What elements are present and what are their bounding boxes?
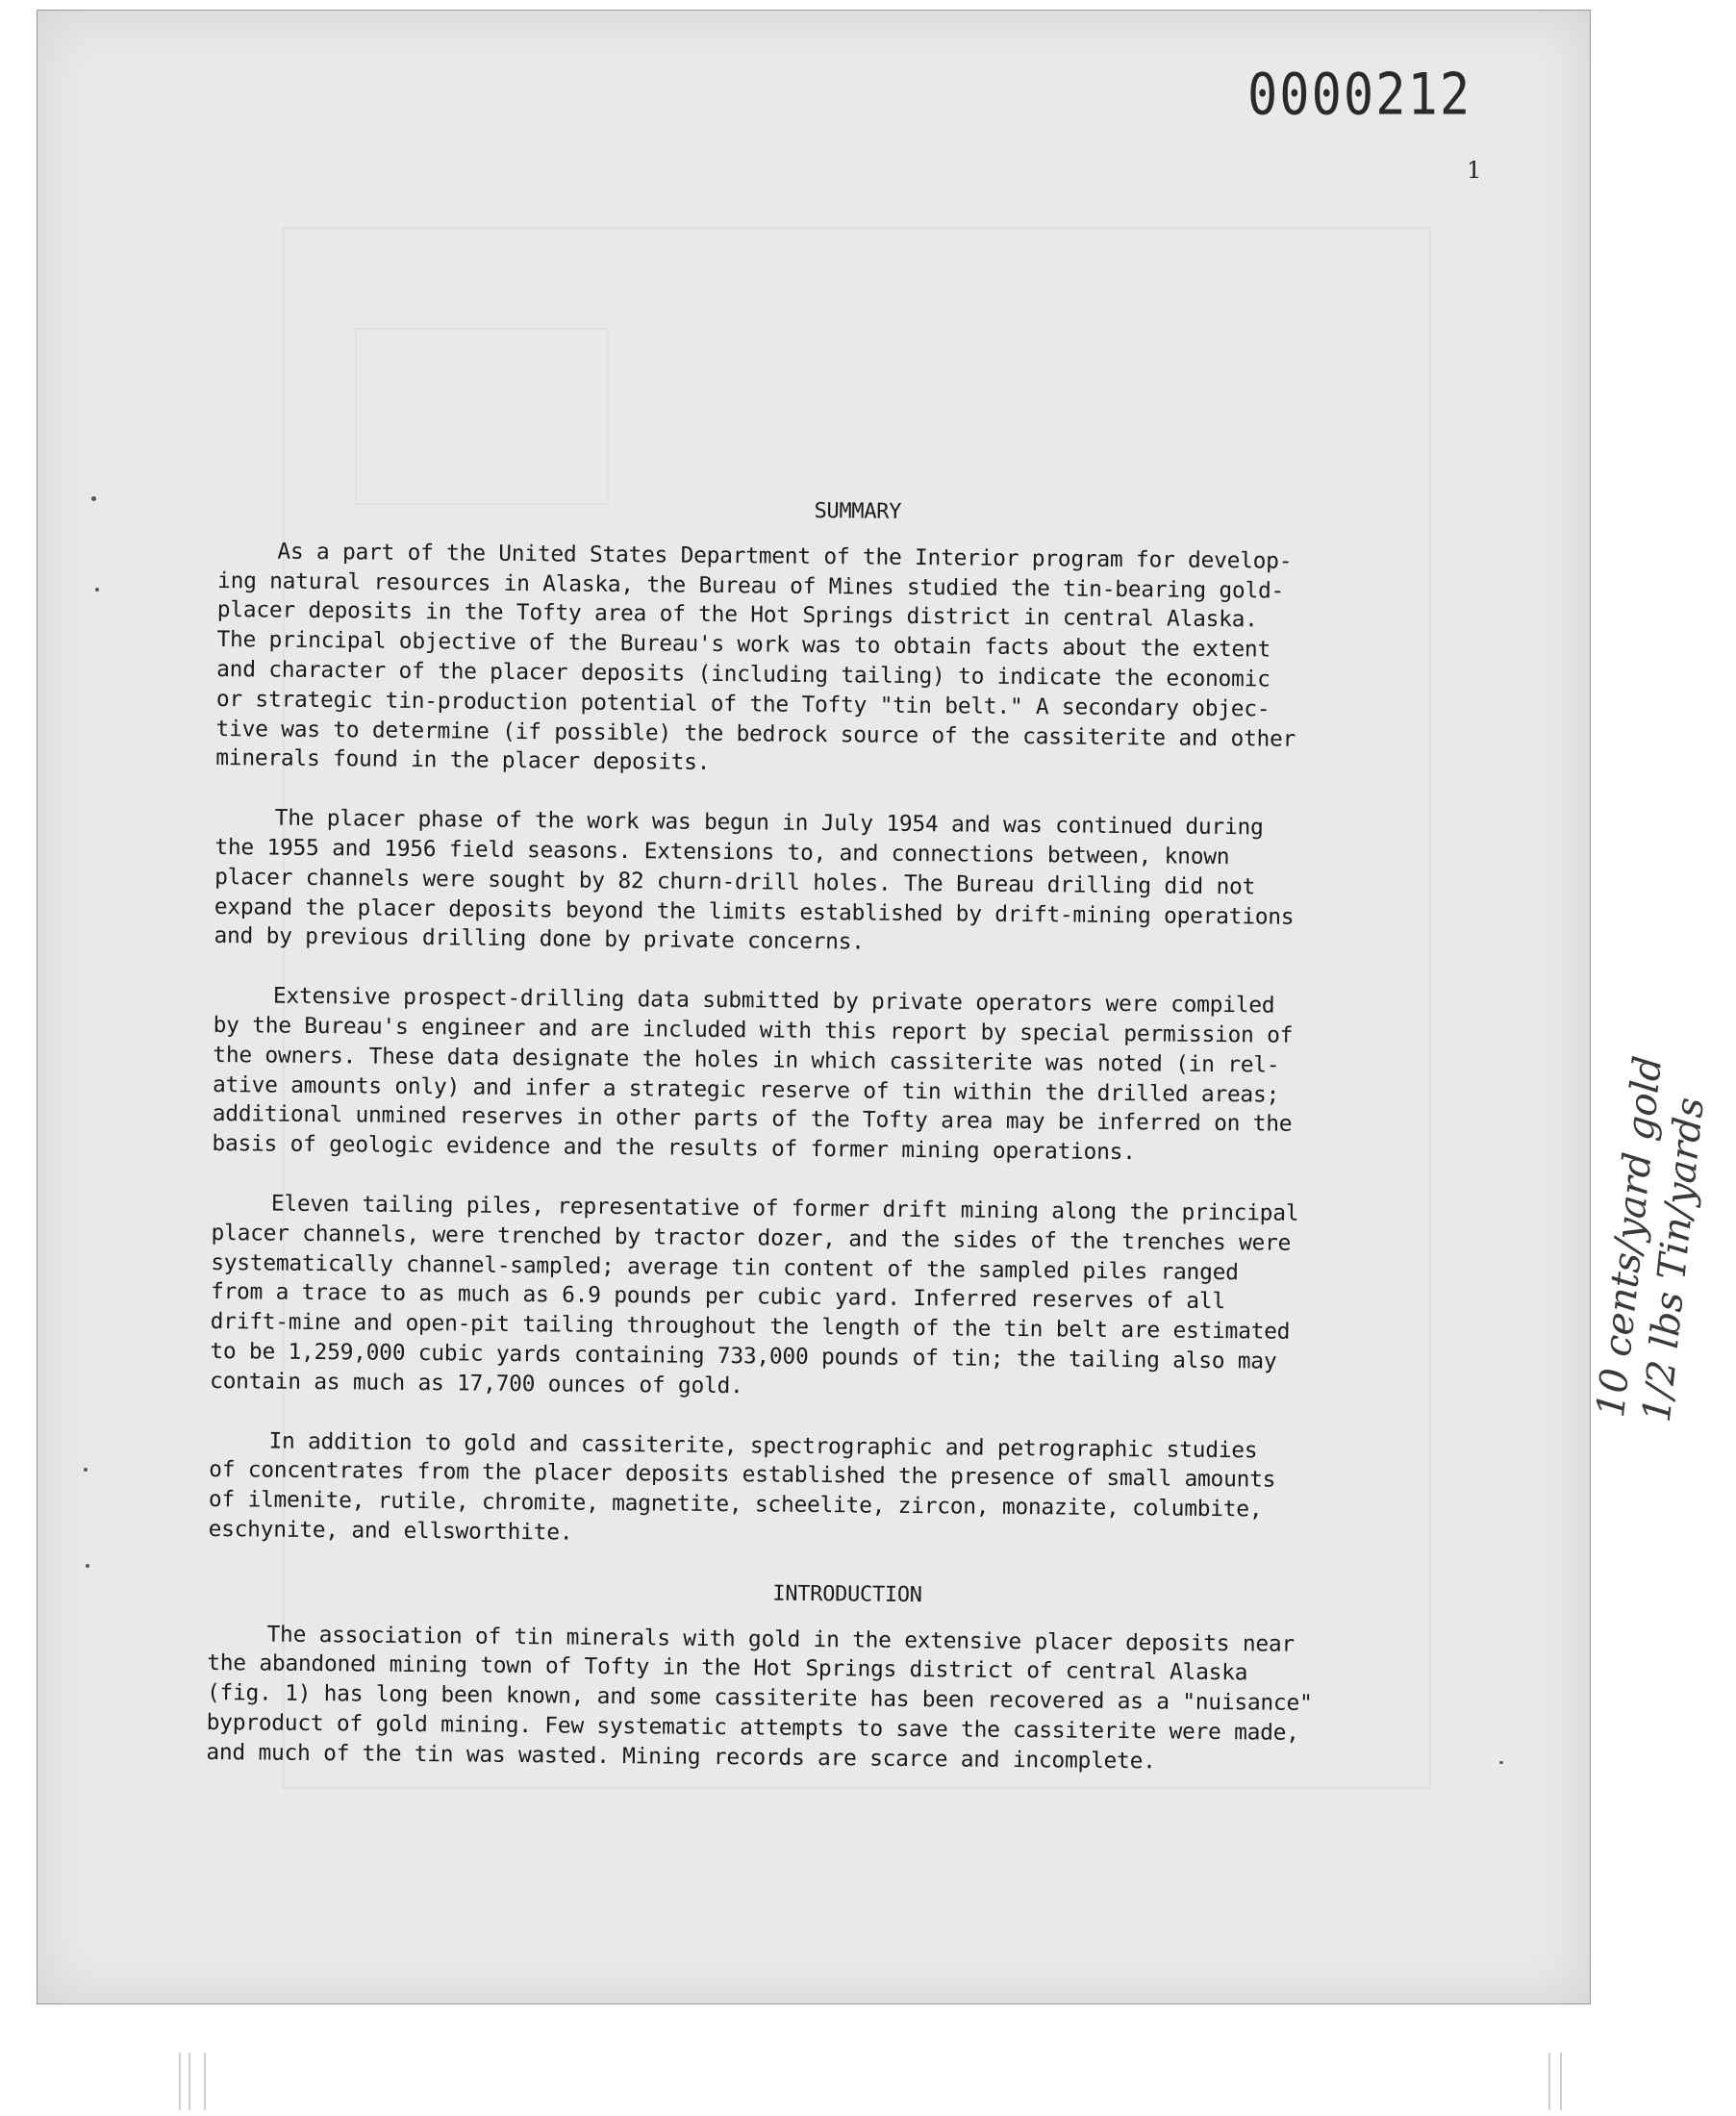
scan-artifact [1560, 2053, 1562, 2110]
dust-speck [95, 588, 99, 592]
summary-paragraph: Extensive prospect-drilling data submitted by private operators were compiled by the Bureau's engineer and are included with this report by special permission of the owners. These data designate the holes in which cassiterite was noted (in rel- ative amounts only) and infer a strategic reserve of tin within the drilled areas; additional unmined reserves in other parts of the Tofty area may be inferred on the basis of geologic evidence and the results of former mining operations. [212, 983, 1294, 1166]
document-number: 0000212 [1247, 62, 1472, 129]
dust-speck [86, 1564, 89, 1568]
summary-paragraph: Eleven tailing piles, representative of former drift mining along the principal placer channels, were trenched by tractor dozer, and the sides of the trenches were systematically channel-sampled; average tin content of the sampled piles ranged from a trace to as much as 6.9 pounds per cubic yard. Inferred reserves of all drift-mine and open-pit tailing throughout the length of the tin belt are estimated to be 1,259,000 cubic yards containing 733,000 pounds of tin; the tailing also may contain as much as 17,700 ounces of gold. [209, 1191, 1299, 1398]
page-number: 1 [1467, 157, 1482, 184]
summary-paragraph: The placer phase of the work was begun in July 1954 and was continued during the 1955 and 1956 field seasons. Extensions to, and connections between, known placer channels were sought by 82 churn-drill holes. The Bureau drilling did not expand the placer deposits beyond the limits established by drift-mining operations and by previous drilling done by private concerns. [214, 805, 1295, 955]
report-body [206, 491, 1497, 1809]
scan-artifact [1548, 2053, 1550, 2110]
bleed-through-inner-outline [355, 328, 609, 505]
dust-speck [1499, 1761, 1503, 1764]
dust-speck [91, 496, 96, 501]
summary-paragraph: As a part of the United States Department of the Interior program for develop- ing natural resources in Alaska, the Bureau of Mines studied the tin-bearing gold- placer deposits in the Tofty area of the Hot Springs district in central Alaska. The principal objective of the Bureau's work was to obtain facts about the extent and character of the placer deposits (including tailing) to indicate the economic or strategic tin-production potential of the Tofty "tin belt." A secondary objec- tive was to determine (if possible) the bedrock source of the cassiterite and other minerals found in the placer deposits. [215, 539, 1296, 776]
introduction-paragraph: The association of tin minerals with gold in the extensive placer deposits near the abandoned mining town of Tofty in the Hot Springs district of central Alaska (fig. 1) has long been known, and some cassiterite has been recovered as a "nuisance" byproduct of gold mining. Few systematic attempts to save the cassiterite were made, and much of the tin was wasted. Mining records are scarce and incomplete. [206, 1622, 1313, 1775]
summary-heading: SUMMARY [814, 498, 902, 524]
summary-paragraph: In addition to gold and cassiterite, spectrographic and petrographic studies of concentrates from the placer deposits established the presence of small amounts of ilmenite, rutile, chromite, magnetite, scheelite, zircon, monazite, columbite, eschynite, and ellsworthite. [208, 1428, 1276, 1546]
introduction-heading: INTRODUCTION [772, 1581, 922, 1607]
scan-artifact [179, 2053, 181, 2110]
dust-speck [84, 1468, 88, 1472]
handwritten-margin-note: 10 cents/yard gold 1/2 lbs Tin/yards [1588, 1053, 1713, 1424]
scan-artifact [204, 2053, 206, 2110]
paper-sheet [37, 10, 1713, 2004]
scan-artifact [189, 2053, 190, 2110]
